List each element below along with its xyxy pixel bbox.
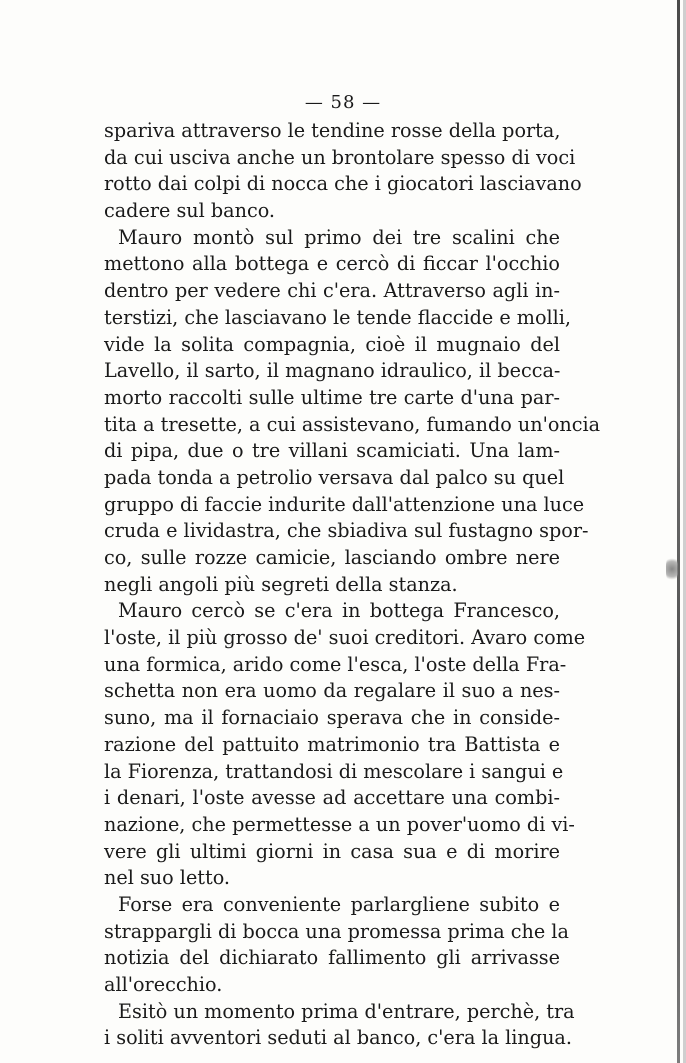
text-line: tita a tresette, a cui assistevano, fumando un'oncia	[104, 412, 601, 436]
body-text	[104, 118, 601, 1052]
text-line: dentro per vedere chi c'era. Attraverso agli in-	[104, 279, 560, 303]
page-number: — 58 —	[304, 92, 382, 113]
text-line: terstizi, che lasciavano le tende flaccide e molli,	[104, 305, 572, 329]
text-line: pada tonda a petrolio versava dal palco su quel	[104, 465, 565, 489]
text-line: nazione, che permettesse a un pover'uomo di vi-	[104, 812, 575, 836]
text-line: vide la solita compagnia, cioè il mugnaio del	[104, 332, 560, 356]
text-line: Mauro cercò se c'era in bottega Francesco,	[118, 599, 560, 623]
text-line: suno, ma il fornaciaio sperava che in conside-	[104, 706, 560, 730]
text-line: notizia del dichiarato fallimento gli arrivasse	[104, 946, 560, 970]
text-line: all'orecchio.	[104, 973, 223, 996]
text-line: vere gli ultimi giorni in casa sua e di morire	[104, 839, 560, 863]
text-line: razione del pattuito matrimonio tra Battista e	[104, 732, 560, 756]
text-line: co, sulle rozze camicie, lasciando ombre nere	[104, 546, 560, 569]
text-line: i soliti avventori seduti al banco, c'era la lingua.	[104, 1026, 572, 1050]
text-line: l'oste, il più grosso de' suoi creditori. Avaro come	[104, 626, 586, 650]
text-line: la Fiorenza, trattandosi di mescolare i sangui e	[104, 759, 564, 783]
text-line: morto raccolti sulle ultime tre carte d'una par-	[104, 385, 560, 409]
text-line: spariva attraverso le tendine rosse della porta,	[104, 119, 561, 142]
text-line: Esitò un momento prima d'entrare, perchè, tra	[118, 999, 575, 1023]
text-line: rotto dai colpi di nocca che i giocatori lasciavano	[104, 172, 582, 196]
text-line: cadere sul banco.	[104, 199, 276, 223]
text-line: da cui usciva anche un brontolare spesso di voci	[104, 145, 576, 169]
text-line: Forse era conveniente parlargliene subito e	[118, 892, 560, 916]
text-line: di pipa, due o tre villani scamiciati. Una lam-	[104, 439, 560, 463]
text-line: strappargli di bocca una promessa prima che la	[104, 919, 569, 943]
ink-smudge	[666, 555, 678, 583]
text-line: nel suo letto.	[104, 866, 231, 890]
text-line: negli angoli più segreti della stanza.	[104, 572, 458, 596]
text-line: cruda e lividastra, che sbiadiva sul fustagno spor-	[104, 519, 589, 543]
text-line: schetta non era uomo da regalare il suo a nes-	[104, 679, 560, 703]
text-line: i denari, l'oste avesse ad accettare una combi-	[104, 786, 560, 810]
page-binding-edge	[677, 0, 680, 1063]
text-line: mettono alla bottega e cercò di ficcar l'occhio	[104, 252, 560, 276]
text-line: Lavello, il sarto, il magnano idraulico, il becca-	[104, 359, 561, 383]
text-line: Mauro montò sul primo dei tre scalini che	[118, 225, 560, 249]
text-line: gruppo di faccie indurite dall'attenzione una luce	[104, 492, 585, 516]
text-line: una formica, arido come l'esca, l'oste della Fra-	[104, 652, 567, 676]
